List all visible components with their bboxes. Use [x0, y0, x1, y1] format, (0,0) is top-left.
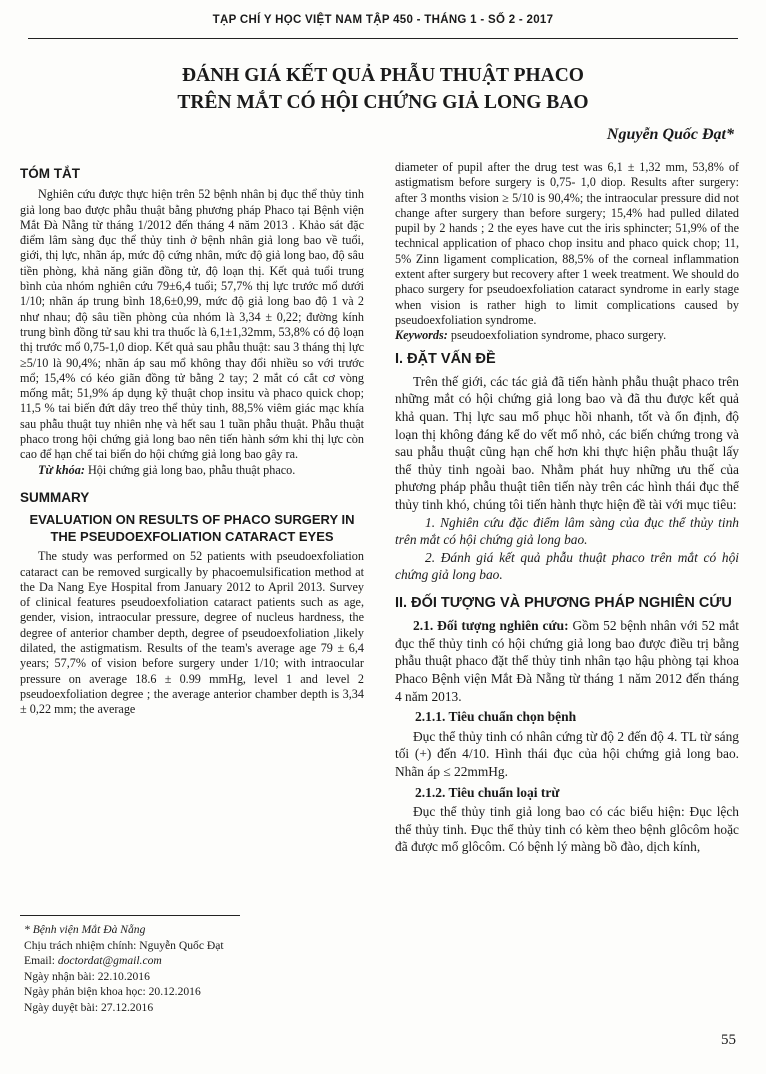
footnote-accepted: Ngày duyệt bài: 27.12.2016	[24, 1000, 154, 1014]
en-keywords-label: Keywords:	[395, 328, 448, 343]
en-keywords-text: pseudoexfoliation syndrome, phaco surgery.	[450, 328, 667, 343]
journal-header: TẠP CHÍ Y HỌC VIỆT NAM TẬP 450 - THÁNG 1 - SỐ 2 - 2017	[212, 14, 554, 26]
title-line-2: TRÊN MẮT CÓ HỘI CHỨNG GIẢ LONG BAO	[177, 92, 589, 113]
article-title	[0, 62, 766, 116]
section-1-content	[395, 373, 739, 584]
footnote-email	[24, 953, 354, 969]
en-abstract-title: EVALUATION ON RESULTS OF PHACO SURGERY IN THE PSEUDOEXFOLIATION CATARACT EYES	[29, 512, 355, 545]
subsection-2-1	[395, 617, 739, 705]
footnote-received: Ngày nhận bài: 22.10.2016	[24, 969, 150, 983]
vi-keywords-text: Hội chứng giả long bao, phẫu thuật phaco.	[87, 462, 296, 477]
footnotes	[24, 922, 354, 1016]
section-2-content	[395, 617, 739, 856]
footnote-affiliation: * Bệnh viện Mắt Đà Nẵng	[24, 923, 146, 936]
page-number: 55	[721, 1032, 736, 1048]
author-name: Nguyễn Quốc Đạt*	[606, 126, 734, 143]
subsection-2-1-body: Gồm 52 bệnh nhân với 52 mắt đục thể thủy tinh có hội chứng giả long bao được điều trị bằng phẫu thuật phaco đặt thể thủy tinh nhân tạo hậu phòng tại khoa Phaco Bệnh viện Mắt Đà Nẵng từ tháng 1 năm 2012 đến tháng 4 năm 2013.	[395, 618, 739, 704]
subsection-2-1-2-heading: 2.1.2. Tiêu chuẩn loại trừ	[415, 784, 560, 800]
section-1-body: Trên thế giới, các tác giả đã tiến hành phẫu thuật phaco trên những mắt có hội chứng giả long bao và đã thu được kết quả khả quan. Thị lực sau mổ phục hồi nhanh, tốt và ổn định, độ loạn thị không đáng kể do vết mổ nhỏ, các biến chứng trong và sau phẫu thuật cũng hạn chế hơn khi thực hiện phẫu thuật lấy thể thủy tinh ngoài bao. Nhằm phát huy những ưu thế của phương pháp phẫu thuật tiên tiến này trên các hình thái đục thể thủy tinh khó, chúng tôi tiến hành thực hiện đề tài với mục tiêu:	[395, 373, 739, 513]
section-2-heading: II. ĐỐI TƯỢNG VÀ PHƯƠNG PHÁP NGHIÊN CỨU	[395, 594, 732, 611]
en-keywords	[395, 328, 739, 343]
objective-1: 1. Nghiên cứu đặc điểm lâm sàng của đục thể thủy tinh trên mắt có hội chứng giả long bao.	[395, 514, 739, 548]
vi-abstract-body: Nghiên cứu được thực hiện trên 52 bệnh nhân bị đục thể thủy tinh giả long bao được phẫu thuật bằng phương pháp Phaco tại Bệnh viện Mắt Đà Nẵng từ tháng 1/2012 đến tháng 4 năm 2013 . Khảo sát đặc điểm lâm sàng đục thể thủy tinh ở bệnh nhân giả long bao về tuổi, giới, thị lực, nhãn áp, mức độ cứng nhân, mức độ giả long bao, độ sâu tiền phòng, khả năng giãn đồng tử, độ loạn thị. Kết quả tuổi trung bình của nhóm nghiên cứu 79±6,4 tuổi; 57,7% thị lực trước mổ dưới 1/10; nhãn áp trung bình 18,6±0,99, mức độ giả long bao độ 1 và 2 như nhau; độ sâu tiền phòng của nhóm là 3,34 ± 0,22; đường kính trung bình đồng tử sau khi tra thuốc là 6,1±1,32mm, 53,8% có độ loạn thị trước mổ 0,75-1,0 diop. Kết quả sau phẫu thuật: sau 3 tháng thị lực ≥5/10 là 90,4%; nhãn áp sau mổ không thay đổi nhiều so với trước mổ; 15,4% có kéo giãn đồng tử bằng 2 tay; 2 mắt có cắt cơ vòng mống mắt; 51,9% áp dụng kỹ thuật chop insitu và phaco quick chop; 11,5 % tai biến đứt dây treo thể thủy tinh, 88,5% viêm giác mạc khía sau phẫu thuật tuy nhiên nhẹ và hết sau 1 tuần phẫu thuật. Phẫu thuật phaco trong hội chứng giả long bao nên tiến hành sớm khi thị lực còn cao để hạn chế tai biến do hội chứng giả long bao gây ra.	[20, 187, 364, 462]
en-abstract-body-continued: diameter of pupil after the drug test was 6,1 ± 1,32 mm, 53,8% of astigmatism before surgery is 0,75- 1,0 diop. Results after surgery: after 3 months vision ≥ 5/10 is 90,4%; the intraocular pressure did not change after surgery than before surgery; 15,4% had pulled dilated pupil by 2 hands ; 2 the eyes have cut the iris sphincter; 51,9% of the technical application of phaco chop insitu and phaco quick chop; 11, 5% Zinn ligament complication, 88,5% of the corneal inflammation extent after surgery but recovery after 1 week treatment. We should do phaco surgery for pseudoexfoliation cataract syndrome in early stage when vision is rather high to limit complications caused by pseudoexfoliation syndrome.	[395, 160, 739, 327]
left-column	[20, 160, 364, 718]
footnote-reviewed: Ngày phản biện khoa học: 20.12.2016	[24, 985, 201, 999]
vi-keywords-label: Từ khóa:	[38, 462, 85, 477]
footnote-email-label: Email:	[24, 954, 55, 968]
section-1-heading: I. ĐẶT VẤN ĐỀ	[395, 350, 496, 367]
right-column	[395, 160, 739, 856]
footnote-rule	[20, 915, 240, 916]
subsection-2-1-2-body: Đục thể thủy tinh giả long bao có các biểu hiện: Đục lệch thể thủy tinh. Đục thể thủy tinh có kèm theo bệnh glôcôm hoặc đã được mổ glôcôm. Có bệnh lý màng bồ đào, dịch kính,	[395, 804, 739, 855]
header-rule	[28, 38, 738, 39]
footnote-email-address[interactable]: doctordat@gmail.com	[57, 954, 162, 968]
vi-keywords	[20, 463, 364, 478]
en-abstract-body: The study was performed on 52 patients with pseudoexfoliation cataract can be removed surgically by phacoemulsification method at the Da Nang Eye Hospital from January 2012 to April 2013. Survey of clinical features pseudoexfoliation cataract patients such as age, gender, vision, intraocular pressure, degree of nucleus hardness, the degree of anterior chamber depth, degree of pseudoexfoliation ,likely dilated, the astigmatism. Results of the team's average age 79 ± 6,4 years; 57,7% of vision before surgery under 1/10; with intraocular pressure on average 18.6 ± 0.99 mmHg, level 1 and level 2 pseudoexfoliation degree ; the average anterior chamber depth is 3,34 ± 0,22 mm; the average	[20, 549, 364, 717]
vi-abstract-heading: TÓM TẮT	[20, 166, 80, 181]
en-abstract-heading: SUMMARY	[20, 489, 90, 505]
subsection-2-1-label: 2.1. Đối tượng nghiên cứu:	[413, 618, 569, 634]
objective-2: 2. Đánh giá kết quả phẫu thuật phaco trên mắt có hội chứng giả long bao.	[395, 549, 739, 583]
footnote-responsible: Chịu trách nhiệm chính: Nguyễn Quốc Đạt	[24, 938, 224, 952]
subsection-2-1-1-body: Đục thể thủy tinh có nhân cứng từ độ 2 đến độ 4. TL từ sáng tối (+) đến 4/10. Hình thái đục của hội chứng giả long bao. Nhãn áp ≤ 22mmHg.	[395, 728, 739, 780]
subsection-2-1-1-heading: 2.1.1. Tiêu chuẩn chọn bệnh	[415, 709, 577, 725]
title-line-1: ĐÁNH GIÁ KẾT QUẢ PHẪU THUẬT PHACO	[182, 65, 584, 86]
